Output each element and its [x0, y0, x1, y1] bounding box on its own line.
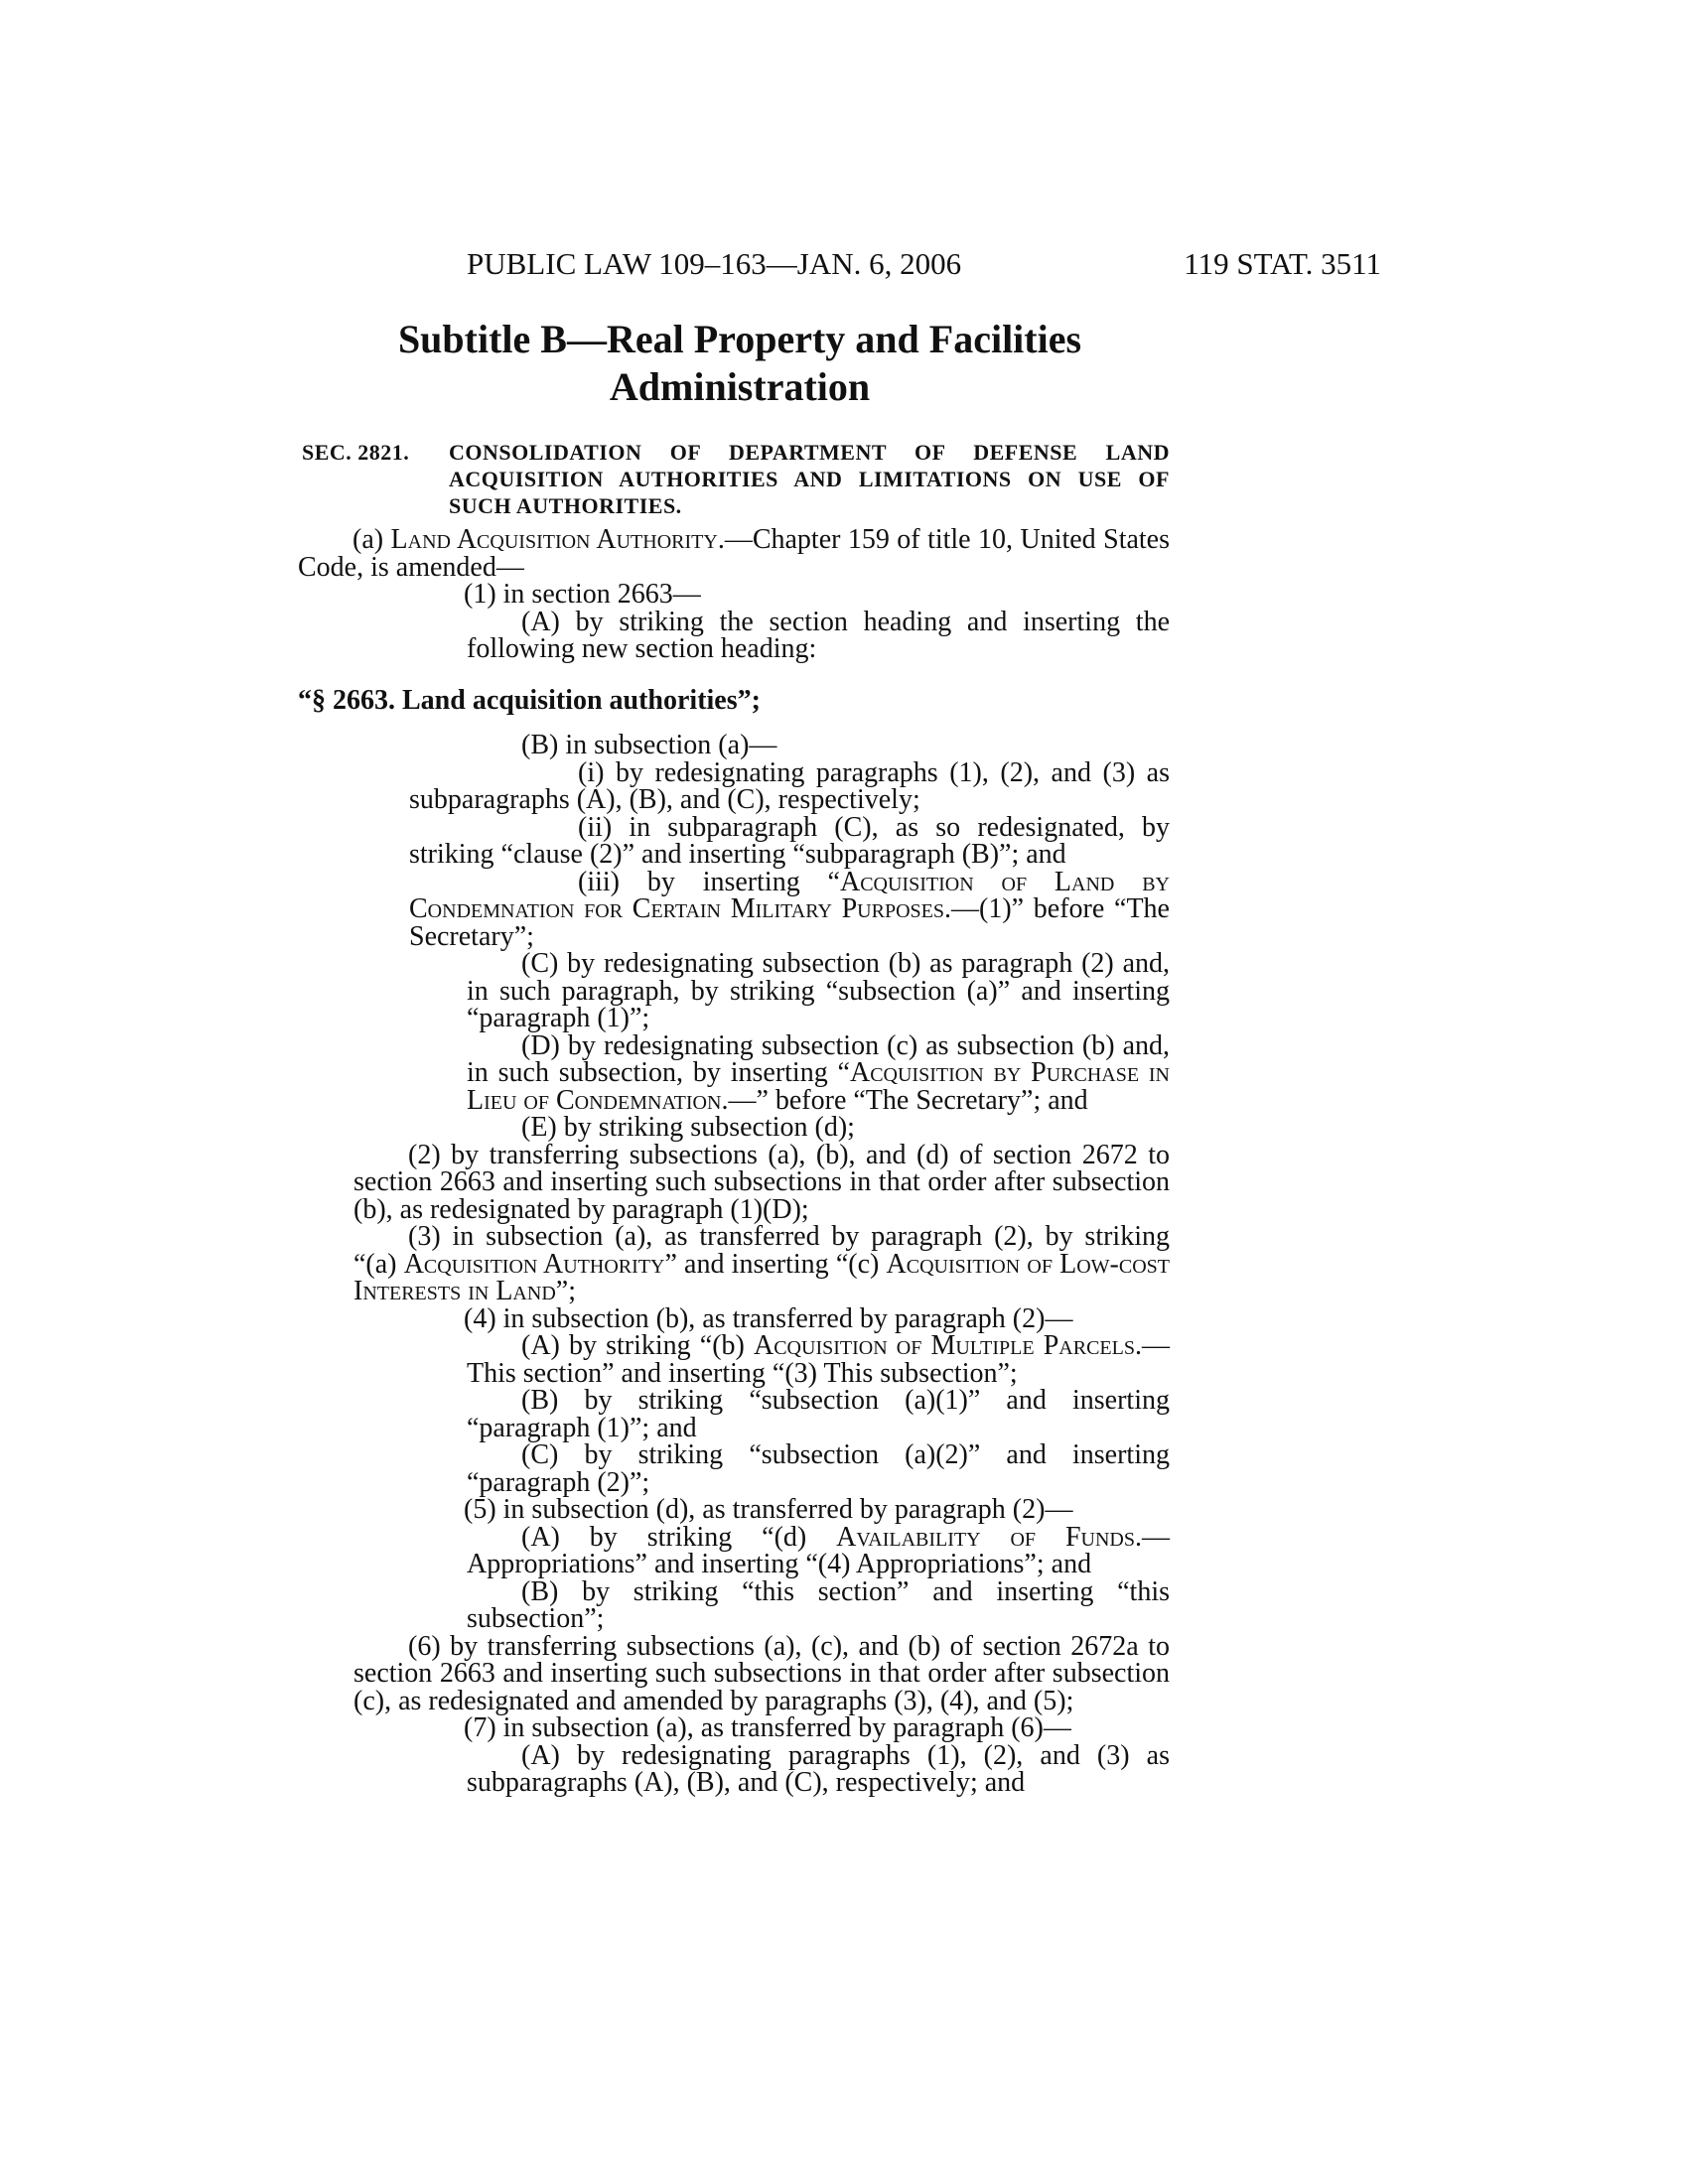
- paragraph-1: (1) in section 2663—: [464, 579, 701, 610]
- subparagraph-4A: [298, 1332, 1170, 1387]
- subparagraph-4B: (B) by striking “subsection (a)(1)” and inserting “paragraph (1)”; and: [467, 1385, 1170, 1443]
- paragraph-3: [298, 1223, 1170, 1305]
- small-caps-heading: Acquisition of Multiple Parcels: [754, 1330, 1135, 1361]
- header-public-law: PUBLIC LAW 109–163—JAN. 6, 2006: [467, 246, 962, 281]
- text-run: .—” before “The Secretary”; and: [721, 1084, 1088, 1116]
- subparagraph-1D: [298, 1029, 1170, 1116]
- subtitle-heading: Subtitle B—Real Property and Facilities Administration: [397, 317, 1082, 409]
- clause-1Biii: [298, 866, 1170, 952]
- text-run: .—This section” and inserting “(3) This subsection”;: [467, 1330, 1170, 1389]
- small-caps-heading: Acquisition Authority: [403, 1248, 665, 1280]
- header-stat-page: 119 STAT. 3511: [1184, 246, 1381, 281]
- subparagraph-5A: [298, 1521, 1170, 1579]
- clause-1Bii: (ii) in subparagraph (C), as so redesignated, by striking “clause (2)” and inserting “subparagraph (B)”; and: [409, 811, 1170, 870]
- section-title: CONSOLIDATION OF DEPARTMENT OF DEFENSE LAND ACQUISITION AUTHORITIES AND LIMITATIONS ON USE OF SUCH AUTHORITIES.: [449, 440, 1170, 518]
- text-run: .—Chapter 159 of title 10, United States Code, is amended—: [298, 524, 1171, 583]
- subparagraph-4C: (C) by striking “subsection (a)(2)” and inserting “paragraph (2)”;: [467, 1439, 1170, 1498]
- text-run: ” and inserting “(c): [664, 1248, 887, 1280]
- small-caps-heading: Acquisition of Land by Condemnation for Certain Military Purposes: [409, 866, 1170, 924]
- subparagraph-7A: (A) by redesignating paragraphs (1), (2), and (3) as subparagraphs (A), (B), and (C), respectively; and: [467, 1739, 1170, 1798]
- small-caps-heading: Land Acquisition Authority: [390, 524, 718, 555]
- clause-1Bi: (i) by redesignating paragraphs (1), (2), and (3) as subparagraphs (A), (B), and (C), respectively;: [409, 756, 1170, 815]
- section-body: [298, 526, 1170, 1797]
- text-run: .—Appropriations” and inserting “(4) Appropriations”; and: [467, 1521, 1170, 1579]
- subparagraph-1E: (E) by striking subsection (d);: [521, 1112, 855, 1143]
- subparagraph-5B: (B) by striking “this section” and inserting “this subsection”;: [467, 1575, 1170, 1634]
- text-run: ”;: [555, 1276, 576, 1306]
- text-run: (A) by striking “(d): [521, 1521, 837, 1553]
- text-run: (3) in subsection (a), as transferred by paragraph (2), by striking “(a): [353, 1221, 1170, 1280]
- small-caps-heading: Acquisition of Low-cost Interests in Land: [353, 1248, 1170, 1306]
- section-catchline: “§ 2663. Land acquisition authorities”;: [298, 684, 761, 716]
- subparagraph-1C: (C) by redesignating subsection (b) as paragraph (2) and, in such paragraph, by striking “subsection (a)” and inserting “paragraph (1)”;: [467, 948, 1170, 1033]
- paragraph-6: (6) by transferring subsections (a), (c), and (b) of section 2672a to section 2663 and inserting such subsections in that order after subsection (c), as redesignated and amended by paragraphs (3), (4), and (5);: [353, 1630, 1170, 1716]
- small-caps-heading: Availability of Funds: [836, 1521, 1135, 1553]
- subparagraph-1B: (B) in subsection (a)—: [521, 730, 777, 760]
- subparagraph-1A: (A) by striking the section heading and inserting the following new section heading:: [467, 606, 1170, 664]
- paragraph-2: (2) by transferring subsections (a), (b), and (d) of section 2672 to section 2663 and inserting such subsections in that order after subsection (b), as redesignated by paragraph (1)(D);: [353, 1139, 1170, 1225]
- section-heading: [298, 439, 1170, 519]
- paragraph-4: (4) in subsection (b), as transferred by paragraph (2)—: [464, 1302, 1073, 1334]
- section-number: SEC. 2821.: [302, 440, 410, 465]
- text-run: (a): [352, 524, 391, 555]
- paragraph-5: (5) in subsection (d), as transferred by paragraph (2)—: [464, 1494, 1073, 1525]
- text-run: (iii) by inserting “: [578, 866, 840, 897]
- text-run: (A) by striking “(b): [521, 1330, 754, 1361]
- paragraph-a: [298, 526, 1170, 581]
- paragraph-7: (7) in subsection (a), as transferred by paragraph (6)—: [464, 1712, 1071, 1743]
- text-run: .—(1)” before “The Secretary”;: [409, 893, 1170, 952]
- running-header: [298, 246, 1381, 286]
- text-run: (D) by redesignating subsection (c) as subsection (b) and, in such subsection, by inserting “: [467, 1029, 1170, 1088]
- small-caps-heading: Acquisition by Purchase in Lieu of Condemnation: [467, 1057, 1170, 1116]
